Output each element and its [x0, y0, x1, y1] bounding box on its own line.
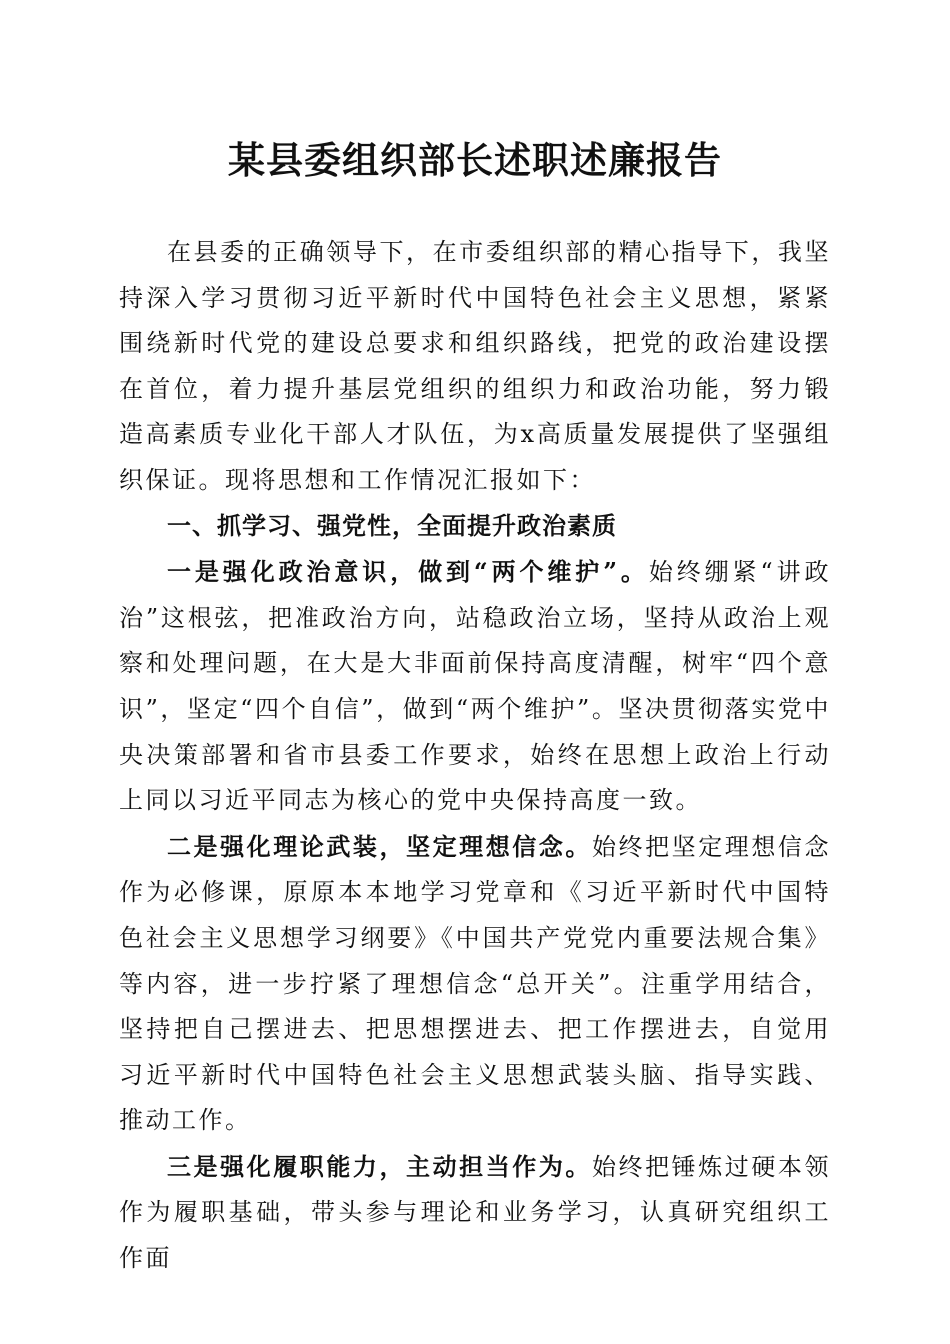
section-heading: 一、抓学习、强党性，全面提升政治素质 [167, 511, 617, 540]
item-lead-1: 一是强化政治意识，做到“两个维护”。 [167, 557, 649, 587]
item-lead-3: 三是强化履职能力，主动担当作为。 [167, 1151, 592, 1181]
document-title: 某县委组织部长述职述廉报告 [228, 138, 722, 182]
item-text-3: 始终把锤炼过硬本领作为履职基础，带头参与理论和业务学习，认真研究组织工作面 [119, 1152, 831, 1273]
item-paragraph-1 [119, 549, 831, 824]
intro-paragraph: 在县委的正确领导下，在市委组织部的精心指导下，我坚持深入学习贯彻习近平新时代中国特色社会主义思想，紧紧围绕新时代党的建设总要求和组织路线，把党的政治建设摆在首位，着力提升基层党组织的组织力和政治功能，努力锻造高素质专业化干部人才队伍，为x高质量发展提供了坚强组织保证。现将思想和工作情况汇报如下： [119, 238, 831, 494]
item-text-1: 始终绷紧“讲政治”这根弦，把准政治方向，站稳政治立场，坚持从政治上观察和处理问题，在大是大非面前保持高度清醒，树牢“四个意识”，坚定“四个自信”，做到“两个维护”。坚决贯彻落实党中央决策部署和省市县委工作要求，始终在思想上政治上行动上同以习近平同志为核心的党中央保持高度一致。 [119, 558, 831, 815]
item-text-2: 始终把坚定理想信念作为必修课，原原本本地学习党章和《习近平新时代中国特色社会主义思想学习纲要》《中国共产党党内重要法规合集》等内容，进一步拧紧了理想信念“总开关”。注重学用结合，坚持把自己摆进去、把思想摆进去、把工作摆进去，自觉用习近平新时代中国特色社会主义思想武装头脑、指导实践、推动工作。 [119, 832, 831, 1135]
document-body [119, 230, 831, 1282]
item-paragraph-2 [119, 824, 831, 1144]
item-paragraph-3 [119, 1144, 831, 1282]
item-lead-2: 二是强化理论武装，坚定理想信念。 [167, 831, 592, 861]
